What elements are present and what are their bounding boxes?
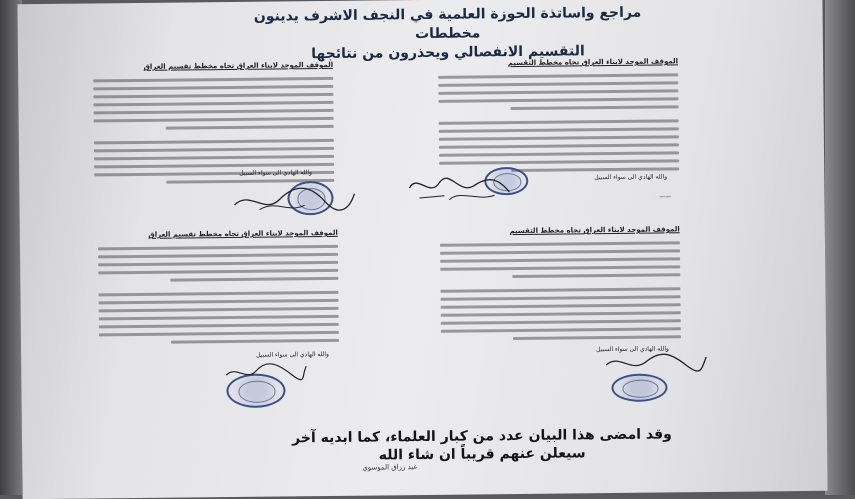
document-footer-note <box>202 424 762 466</box>
section-title: الموقف الموحد لابناء العراق تجاه مخطط التقسيم <box>507 57 679 68</box>
statement-section-bottom-left <box>98 229 339 350</box>
bottom-signature-name: عبد رزاق الموسوي <box>362 463 418 472</box>
section-body <box>98 245 339 345</box>
section-body <box>440 241 681 341</box>
handwritten-signature-icon <box>229 179 359 220</box>
section-title: الموقف الموحد لابناء العراق تجاه مخطط التقسيم <box>509 225 680 236</box>
section-title: الموقف الموحد لابناء العراق تجاه مخطط تقسيم العراق <box>148 228 338 239</box>
section-signer-bottom-left: والله الهادي الى سواء السبيل <box>256 350 329 359</box>
handwritten-signature-icon <box>221 356 311 387</box>
section-signer-top-left: والله الهادي الى سواء السبيل <box>239 169 313 177</box>
footer-line-1: وقد امضى هذا البيان عدد من كبار العلماء، كما ابديه آخر <box>292 426 672 447</box>
section-title: الموقف الموحد لابناء العراق تجاه مخطط تقسيم العراق <box>143 60 334 71</box>
section-signer-bottom-right: والله الهادي الى سواء السبيل <box>596 345 669 354</box>
section-body <box>438 73 679 173</box>
document-headline <box>227 3 668 65</box>
statement-section-top-right <box>438 57 679 178</box>
section-signer-top-right: والله الهادي الى سواء السبيل <box>594 173 668 182</box>
statement-document <box>17 0 827 499</box>
section-footnote: —— <box>659 193 672 201</box>
handwritten-signature-icon <box>399 167 519 208</box>
photo-right-edge <box>825 0 855 495</box>
handwritten-signature-icon <box>601 349 711 380</box>
footer-line-2: سيعلن عنهم قريباً ان شاء الله <box>378 445 586 464</box>
headline-line-2: التقسيم الانفصالي ويحذرون من نتائجها <box>311 43 585 63</box>
statement-section-bottom-right <box>440 225 681 346</box>
headline-line-1: مراجع واساتذة الحوزة العلمية في النجف الاشرف يدينون مخططات <box>253 4 642 43</box>
